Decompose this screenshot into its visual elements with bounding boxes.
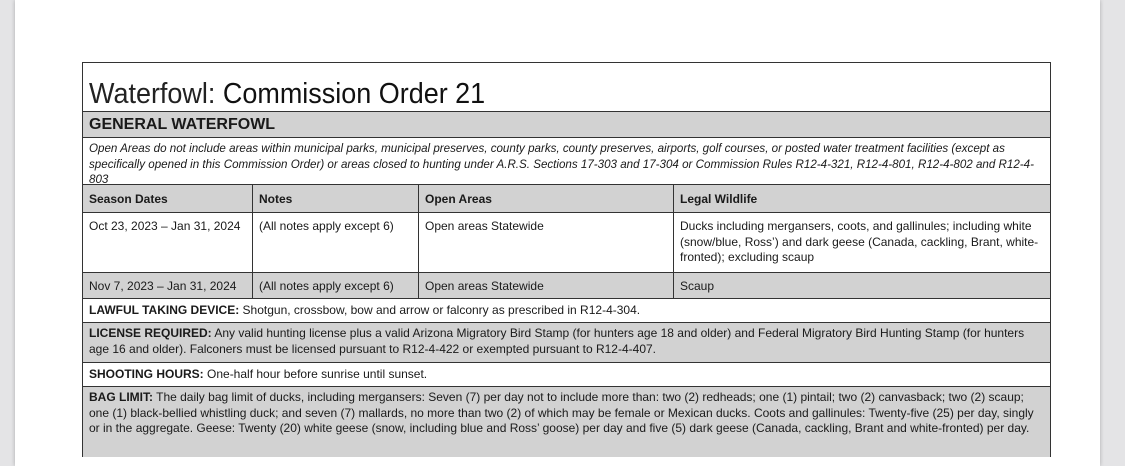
page-title — [89, 77, 485, 111]
regulation-table — [82, 62, 1051, 457]
season-table — [83, 185, 1050, 299]
header-notes: Notes — [253, 185, 419, 213]
license-required-row — [83, 323, 1050, 363]
row2-open-areas: Open areas Statewide — [419, 273, 674, 299]
bag-limit-text: The daily bag limit of ducks, including mergansers: Seven (7) per day not to include more than: two (2) redheads; one (1) pintail; two (2) canvasback; two (2) scaup; one (1) black-bellied whistling duck; and seven (7) mallards, no more than two (2) of which may be female or Mexican ducks. Coots and gallinules: Twenty-five (25) per day, singly or in the aggregate. Geese: Twenty (20) white geese (snow, including blue and Ross’ goose) per day and five (5) dark geese (Canada, cackling, Brant and white-fronted) per day. — [89, 390, 1034, 435]
bag-limit-label: BAG LIMIT: — [89, 390, 153, 404]
open-areas-note: Open Areas do not include areas within municipal parks, municipal preserves, county parks, county preserves, airports, golf courses, or posted water treatment facilities (except as specifically opened in this Commission Order) or areas closed to hunting under A.R.S. Sections 17-303 and 17-304 or Commission Rules R12-4-321, R12-4-801, R12-4-802 and R12-4-803 — [83, 138, 1050, 185]
header-season-dates: Season Dates — [83, 185, 253, 213]
row2-notes: (All notes apply except 6) — [253, 273, 419, 299]
shooting-hours-text: One-half hour before sunrise until sunset. — [203, 367, 428, 381]
license-label: LICENSE REQUIRED: — [89, 326, 212, 340]
title-row — [83, 63, 1050, 112]
shooting-hours-row — [83, 363, 1050, 387]
row2-season-dates: Nov 7, 2023 – Jan 31, 2024 — [83, 273, 253, 299]
bag-limit-row — [83, 387, 1050, 457]
header-open-areas: Open Areas — [419, 185, 674, 213]
shooting-hours-label: SHOOTING HOURS: — [89, 367, 204, 381]
lawful-taking-label: LAWFUL TAKING DEVICE: — [89, 303, 240, 317]
lawful-taking-device-row — [83, 299, 1050, 323]
row1-open-areas: Open areas Statewide — [419, 213, 674, 273]
row1-notes: (All notes apply except 6) — [253, 213, 419, 273]
document-page — [15, 0, 1100, 466]
lawful-taking-text: Shotgun, crossbow, bow and arrow or falconry as prescribed in R12-4-304. — [239, 303, 641, 317]
header-legal-wildlife: Legal Wildlife — [674, 185, 1050, 213]
title-prefix: Waterfowl: — [89, 78, 216, 110]
row1-season-dates: Oct 23, 2023 – Jan 31, 2024 — [83, 213, 253, 273]
title-main: Commission Order 21 — [222, 78, 486, 110]
section-heading: GENERAL WATERFOWL — [83, 112, 1050, 138]
row2-legal-wildlife: Scaup — [674, 273, 1050, 299]
license-text: Any valid hunting license plus a valid Arizona Migratory Bird Stamp (for hunters age 18 and older) and Federal Migratory Bird Hunting Stamp (for hunters age 16 and older). Falconers must be licensed pursuant to R12-4-422 or exempted pursuant to R12-4-407. — [89, 326, 1025, 356]
row1-legal-wildlife: Ducks including mergansers, coots, and gallinules; including white (snow/blue, Ross’) and dark geese (Canada, cackling, Brant, white-fronted); excluding scaup — [674, 213, 1050, 273]
